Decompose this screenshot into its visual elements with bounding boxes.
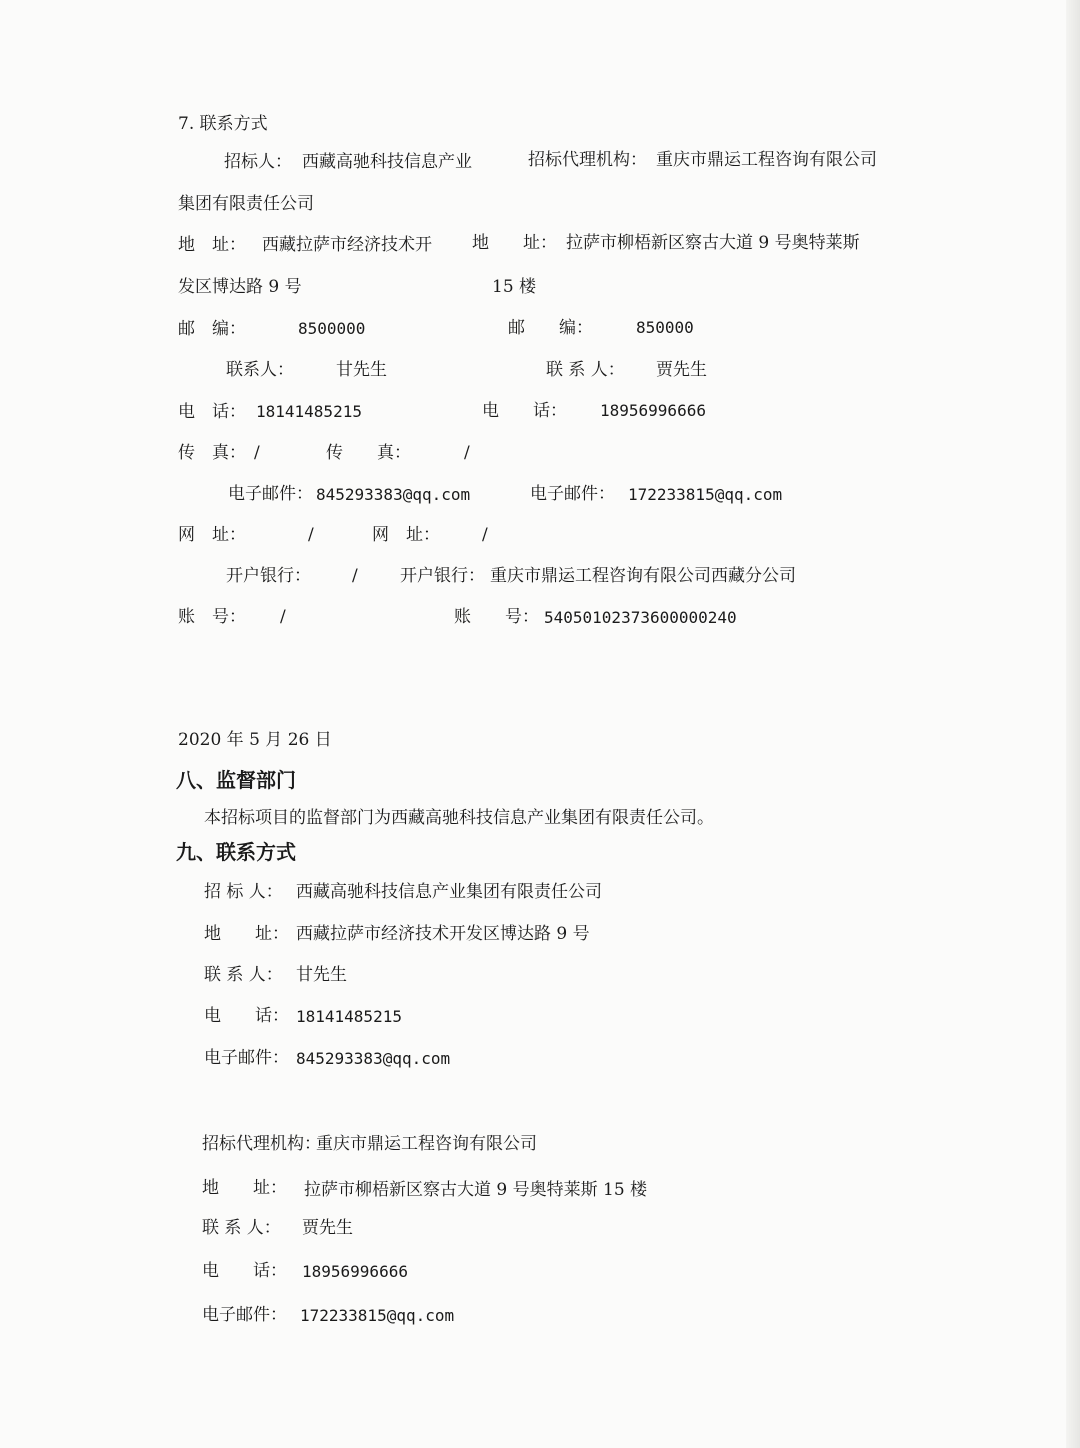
agency-name: 重庆市鼎运工程咨询有限公司 xyxy=(656,150,877,170)
web-label-left: 网 址： xyxy=(178,525,246,545)
zip-right: 850000 xyxy=(636,318,694,337)
web-right: / xyxy=(482,525,488,545)
email-left: 845293383@qq.com xyxy=(316,485,471,504)
s9-agency-email: 172233815@qq.com xyxy=(300,1306,455,1325)
s9-agency-label: 招标代理机构： xyxy=(202,1134,321,1154)
contact-label-left: 联系人： xyxy=(226,360,294,380)
acct-right: 54050102373600000240 xyxy=(544,608,737,627)
email-right: 172233815@qq.com xyxy=(628,485,783,504)
addr-left: 西藏拉萨市经济技术开 xyxy=(262,235,432,255)
acct-label-left: 账 号： xyxy=(178,607,246,627)
s9-agency-email-label: 电子邮件： xyxy=(202,1305,287,1325)
bank-right: 重庆市鼎运工程咨询有限公司西藏分公司 xyxy=(490,566,796,586)
s9-tenderer-tel-label: 电 话： xyxy=(204,1006,289,1026)
s9-agency-contact: 贾先生 xyxy=(302,1218,353,1238)
s9-tenderer-name: 西藏高驰科技信息产业集团有限责任公司 xyxy=(296,882,602,902)
page-edge-shadow xyxy=(1066,0,1080,1448)
web-label-right: 网 址： xyxy=(372,525,440,545)
zip-left: 8500000 xyxy=(298,319,366,338)
fax-right: / xyxy=(464,443,470,463)
tel-right: 18956996666 xyxy=(600,401,706,420)
s9-tenderer-contact-label: 联 系 人： xyxy=(204,965,283,985)
zip-label-left: 邮 编： xyxy=(178,319,246,339)
s9-tenderer-email-label: 电子邮件： xyxy=(204,1048,289,1068)
tel-label-left: 电 话： xyxy=(178,402,246,422)
contact-left: 甘先生 xyxy=(336,360,387,380)
bank-label-right: 开户银行： xyxy=(400,566,485,586)
s9-tenderer-addr: 西藏拉萨市经济技术开发区博达路 9 号 xyxy=(296,924,590,944)
section8-heading: 八、监督部门 xyxy=(176,768,296,792)
agency-label: 招标代理机构： xyxy=(528,150,647,170)
email-label-right: 电子邮件： xyxy=(530,484,615,504)
contact-right: 贾先生 xyxy=(656,360,707,380)
s9-agency-addr: 拉萨市柳梧新区察古大道 9 号奥特莱斯 15 楼 xyxy=(304,1180,648,1200)
tenderer-name-cont: 集团有限责任公司 xyxy=(178,194,314,214)
addr-left-cont: 发区博达路 9 号 xyxy=(178,277,302,297)
s9-agency-tel-label: 电 话： xyxy=(202,1261,287,1281)
acct-label-right: 账 号： xyxy=(454,607,539,627)
fax-left: / xyxy=(254,443,260,463)
section9-heading: 九、联系方式 xyxy=(176,840,296,864)
document-date: 2020 年 5 月 26 日 xyxy=(178,730,332,750)
contact-label-right: 联 系 人： xyxy=(546,360,625,380)
s9-agency-addr-label: 地 址： xyxy=(202,1178,287,1198)
addr-label-right: 地 址： xyxy=(472,233,557,253)
web-left: / xyxy=(308,525,314,545)
s9-tenderer-label: 招 标 人： xyxy=(204,882,283,902)
email-label-left: 电子邮件： xyxy=(228,484,313,504)
addr-right-cont: 15 楼 xyxy=(492,277,537,297)
addr-right: 拉萨市柳梧新区察古大道 9 号奥特莱斯 xyxy=(566,233,860,253)
tel-left: 18141485215 xyxy=(256,402,362,421)
fax-label-right: 传 真： xyxy=(326,443,411,463)
tel-label-right: 电 话： xyxy=(482,401,567,421)
s9-agency-contact-label: 联 系 人： xyxy=(202,1218,281,1238)
contact-heading: 7. 联系方式 xyxy=(178,114,268,134)
s9-tenderer-addr-label: 地 址： xyxy=(204,924,289,944)
bank-label-left: 开户银行： xyxy=(226,566,311,586)
zip-label-right: 邮 编： xyxy=(508,318,593,338)
bank-left: / xyxy=(352,566,358,586)
s9-tenderer-email: 845293383@qq.com xyxy=(296,1049,451,1068)
addr-label-left: 地 址： xyxy=(178,235,246,255)
fax-label-left: 传 真： xyxy=(178,443,246,463)
s9-tenderer-contact: 甘先生 xyxy=(296,965,347,985)
tenderer-name: 西藏高驰科技信息产业 xyxy=(302,152,472,172)
s9-tenderer-tel: 18141485215 xyxy=(296,1007,402,1026)
acct-left: / xyxy=(280,607,286,627)
s9-agency-name: 重庆市鼎运工程咨询有限公司 xyxy=(316,1134,537,1154)
tenderer-label: 招标人： xyxy=(224,152,292,172)
s9-agency-tel: 18956996666 xyxy=(302,1262,408,1281)
section8-body: 本招标项目的监督部门为西藏高驰科技信息产业集团有限责任公司。 xyxy=(204,808,714,828)
